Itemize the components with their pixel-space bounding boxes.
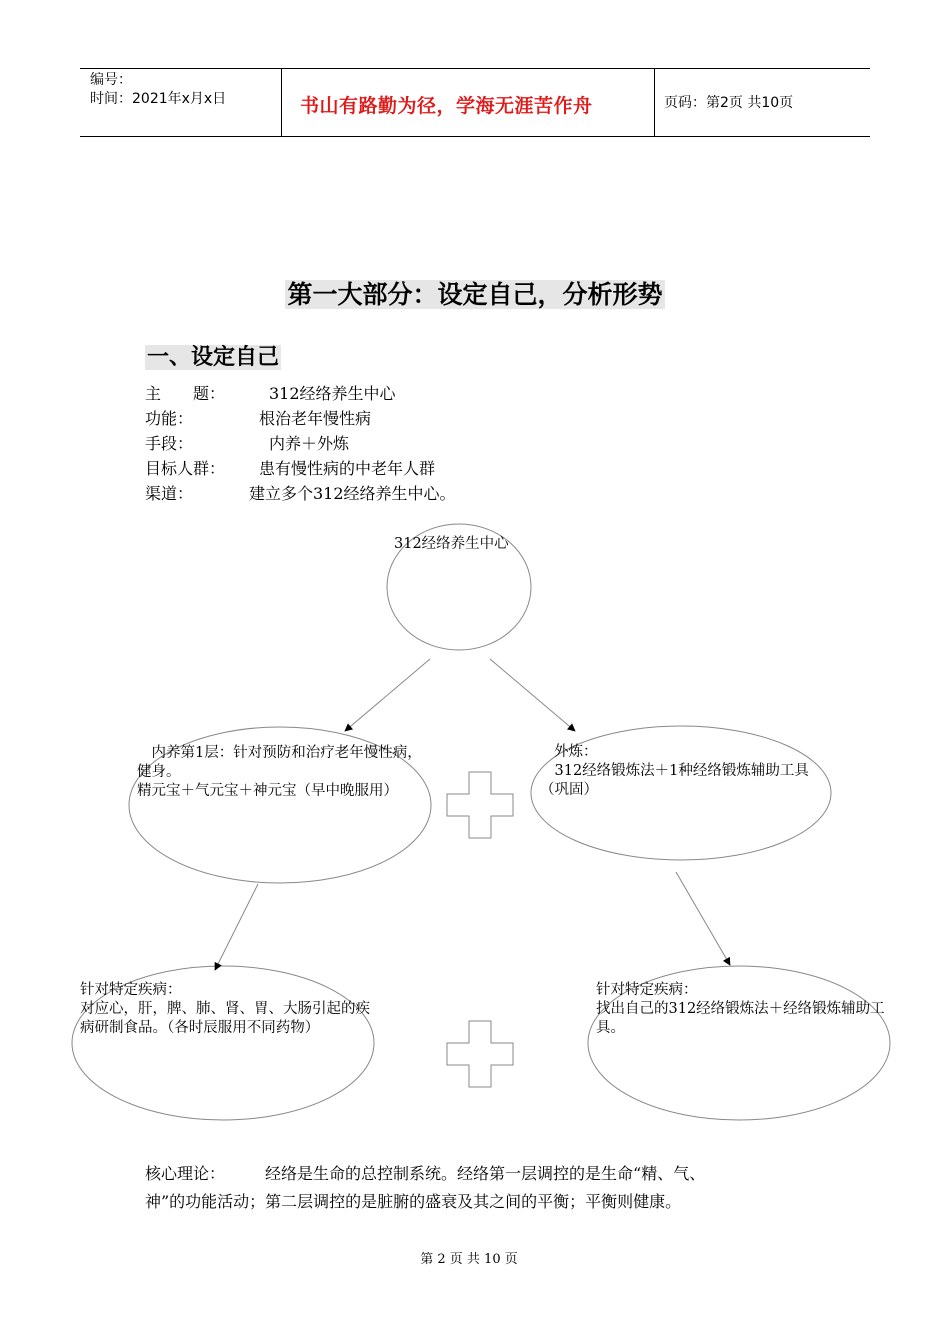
serial-label: 编号： [90,72,132,88]
right-top-text [540,743,830,800]
info-label: 手段： [145,434,194,453]
core-theory [145,1160,845,1216]
right-top-line: 外炼： [554,744,598,760]
header-motto: 书山有路勤为径，学海无涯苦作舟 [300,95,593,117]
core-theory-label: 核心理论： [145,1164,226,1183]
info-label: 渠道： [145,484,194,503]
left-bottom-line: 对应心，肝，脾、肺、肾、胃、大肠引起的疾病研制食品。（各时辰服用不同药物） [80,1001,370,1036]
right-bottom-line: 找出自己的312经络锻炼法＋经络锻炼辅助工具。 [596,1001,885,1036]
info-value: 根治老年慢性病 [259,409,372,428]
right-top-line: 312经络锻炼法＋1种经络锻炼辅助工具（巩固） [540,763,809,798]
arrow-center-left [345,659,430,731]
core-theory-text-2: 神”的功能活动；第二层调控的是脏腑的盛衰及其之间的平衡；平衡则健康。 [145,1192,682,1211]
plus-icon-bottom [447,1021,513,1087]
right-bottom-line: 针对特定疾病： [596,982,698,998]
page-footer: 第 2 页 共 10 页 [420,1252,518,1267]
page-info: 页码：第2页 共10页 [664,95,794,111]
info-label: 功能： [145,409,194,428]
left-bottom-line: 针对特定疾病： [80,982,182,998]
info-value: 建立多个312经络养生中心。 [249,484,456,503]
right-bottom-text [596,981,888,1038]
left-top-line: 精元宝＋气元宝＋神元宝（早中晚服用） [137,783,398,799]
arrow-right-down [676,872,730,965]
arrow-center-right [490,659,575,731]
left-bottom-text [80,981,370,1038]
main-title: 第一大部分：设定自己，分析形势 [287,280,663,309]
info-label: 目标人群： [145,459,226,478]
core-theory-text-1: 经络是生命的总控制系统。经络第一层调控的是生命“精、气、 [265,1164,706,1183]
left-top-text [137,744,427,801]
info-value: 患有慢性病的中老年人群 [259,459,436,478]
section-title: 一、设定自己 [147,345,280,370]
left-top-line: 内养第1层：针对预防和治疗老年慢性病，健身。 [137,745,422,780]
info-label: 主 题： [145,384,226,403]
time-label: 时间：2021年x月x日 [90,91,227,107]
info-value: 312经络养生中心 [269,384,396,403]
core-theory-line-1 [145,1160,845,1188]
info-value: 内养＋外炼 [269,434,350,453]
center-node-label: 312经络养生中心 [394,536,509,552]
plus-icon-top [447,772,513,838]
arrow-left-down [215,884,258,970]
